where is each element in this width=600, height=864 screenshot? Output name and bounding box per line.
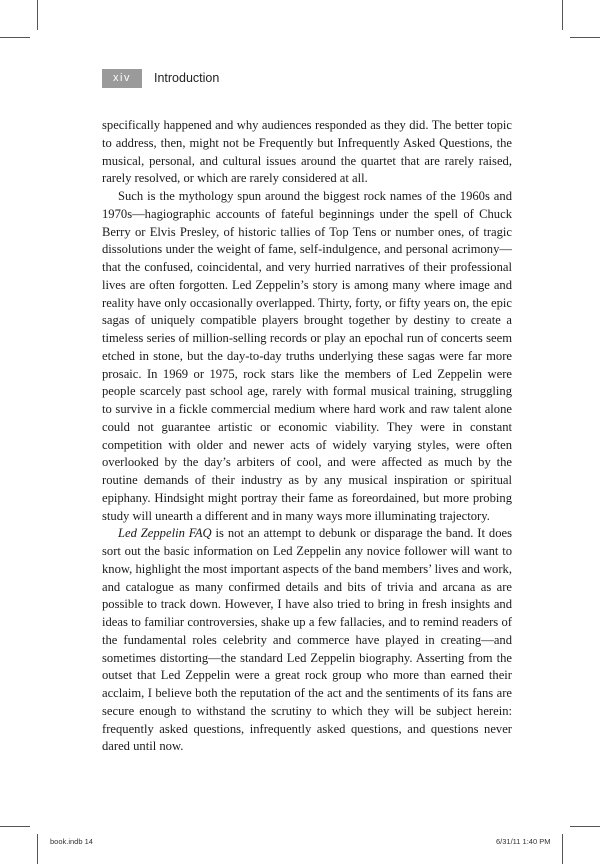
paragraph (102, 525, 512, 756)
page-number: xiv (102, 69, 142, 88)
crop-mark (0, 826, 30, 827)
crop-mark (570, 37, 600, 38)
paragraph: specifically happened and why audiences responded as they did. The better topic to address, then, might not be Frequently but Infrequently Asked Questions, the musical, personal, and cultural issues around the quartet that are rarely raised, rarely resolved, or which are rarely considered at all. (102, 118, 512, 186)
footer-timestamp: 6/31/11 1:40 PM (496, 837, 551, 846)
paragraph-text: is not an attempt to debunk or disparage the band. It does sort out the basic information on Led Zeppelin any novice follower will want to know, highlight the most important aspects of the band members’ lives and work, and catalogue as many confirmed details and bits of trivia and arcana as are possible to track down. However, I have also tried to bring in fresh insights and ideas to familiar controversies, shake up a few fallacies, and to remind readers of the fundamental roles celebrity and commerce have played in creating—and sometimes distorting—the standard Led Zeppelin biography. Asserting from the outset that Led Zeppelin were a great rock group who more than earned their acclaim, I believe both the reputation of the act and the sentiments of its fans are secure enough to withstand the scrutiny to which they will be subject herein: frequently asked questions, infrequently asked questions, and questions never dared until now. (102, 526, 512, 754)
book-title: Led Zeppelin FAQ (118, 526, 212, 541)
crop-mark (570, 826, 600, 827)
crop-mark (562, 0, 563, 30)
page-header (102, 68, 219, 88)
crop-mark (0, 37, 30, 38)
crop-mark (37, 0, 38, 30)
paragraph: Such is the mythology spun around the biggest rock names of the 1960s and 1970s—hagiographic accounts of fateful beginnings under the spell of Chuck Berry or Elvis Presley, of historic tallies of Top Tens or number ones, of tragic dissolutions under the weight of fame, self-indulgence, and personal acrimony—that the confused, coincidental, and very hurried narratives of their professional lives are often forgotten. Led Zeppelin’s story is among many where image and reality have only occasionally overlapped. Thirty, forty, or fifty years on, the epic sagas of uniquely compatible players brought together by destiny to create a timeless series of million-selling records or play an epochal run of concerts seem etched in stone, but the day-to-day truths underlying these sagas were far more prosaic. In 1969 or 1975, rock stars like the members of Led Zeppelin were people scarcely past school age, rarely with formal musical training, struggling to survive in a fickle commercial medium where hard work and raw talent alone could not guarantee artistic or economic viability. They were in constant competition with older and newer acts of widely varying styles, were often overlooked by the day’s arbiters of cool, and were affected as much by the routine demands of their industry as by any musical inspiration or spiritual epiphany. Hindsight might portray their fame as foreordained, but more probing study will unearth a different and in many ways more illuminating trajectory. (102, 189, 512, 523)
crop-mark (37, 834, 38, 864)
body-text (102, 117, 512, 756)
footer-file: book.indb 14 (50, 837, 93, 846)
running-head: Introduction (154, 71, 220, 85)
crop-mark (562, 834, 563, 864)
